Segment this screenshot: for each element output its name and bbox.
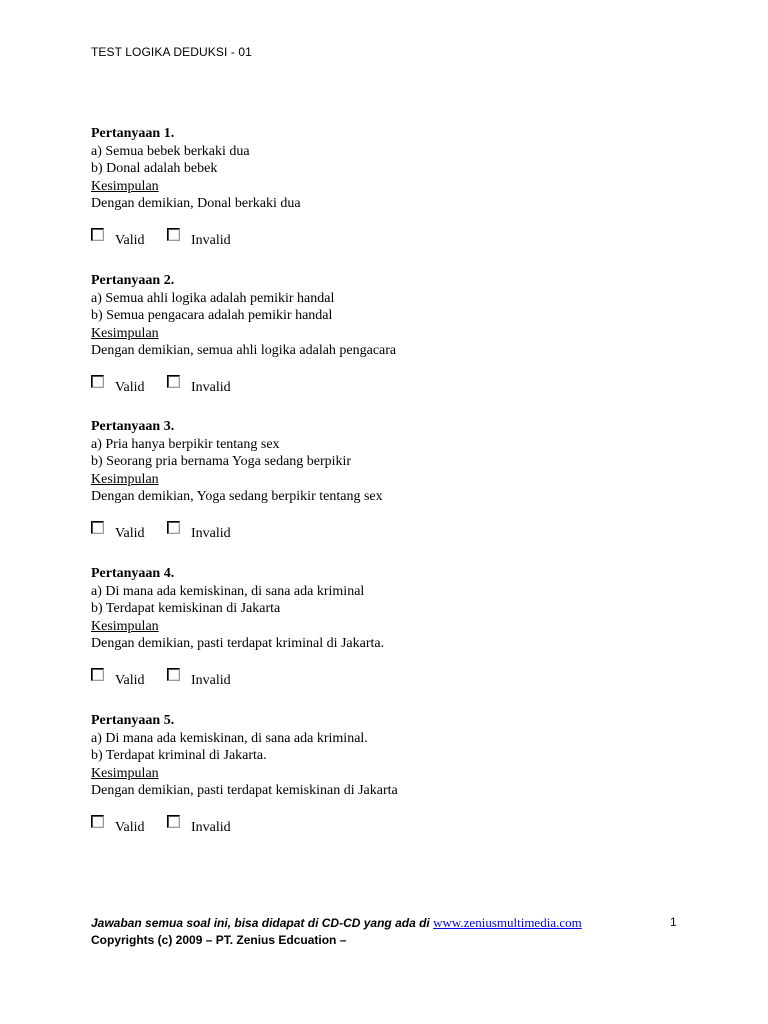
valid-checkbox[interactable] [91, 521, 104, 534]
conclusion-label: Kesimpulan [91, 765, 159, 781]
valid-checkbox[interactable] [91, 668, 104, 681]
website-link[interactable]: www.zeniusmultimedia.com [433, 915, 582, 930]
option-invalid[interactable] [167, 375, 231, 395]
invalid-checkbox[interactable] [167, 668, 180, 681]
option-invalid[interactable] [167, 521, 231, 541]
document-header: TEST LOGIKA DEDUKSI - 01 [91, 45, 252, 59]
conclusion-text: Dengan demikian, pasti terdapat kriminal di Jakarta. [91, 636, 385, 651]
invalid-label: Invalid [191, 526, 231, 541]
premise-b: b) Donal adalah bebek [91, 161, 218, 176]
valid-label: Valid [115, 820, 145, 835]
question-title: Pertanyaan 3. [91, 419, 175, 434]
valid-label: Valid [115, 673, 145, 688]
invalid-label: Invalid [191, 673, 231, 688]
conclusion-label: Kesimpulan [91, 471, 159, 487]
premise-a: a) Semua ahli logika adalah pemikir handal [91, 290, 335, 306]
option-valid[interactable] [91, 815, 145, 835]
valid-checkbox[interactable] [91, 815, 104, 828]
question-1 [91, 125, 691, 248]
page-number: 1 [670, 915, 677, 929]
premise-b: b) Terdapat kemiskinan di Jakarta [91, 601, 281, 616]
conclusion-text: Dengan demikian, Yoga sedang berpikir tentang sex [91, 489, 383, 504]
answer-options [91, 521, 391, 541]
footer-note-text: Jawaban semua soal ini, bisa didapat di CD-CD yang ada di [91, 916, 434, 930]
invalid-checkbox[interactable] [167, 375, 180, 388]
conclusion-text: Dengan demikian, Donal berkaki dua [91, 196, 301, 211]
premise-b: b) Seorang pria bernama Yoga sedang berpikir [91, 454, 352, 469]
option-valid[interactable] [91, 375, 145, 395]
option-invalid[interactable] [167, 815, 231, 835]
valid-label: Valid [115, 380, 145, 395]
invalid-label: Invalid [191, 380, 231, 395]
premise-b: b) Semua pengacara adalah pemikir handal [91, 308, 333, 323]
question-title: Pertanyaan 1. [91, 126, 175, 141]
conclusion-label: Kesimpulan [91, 618, 159, 634]
premise-b: b) Terdapat kriminal di Jakarta. [91, 748, 267, 763]
answer-options [91, 668, 391, 688]
invalid-label: Invalid [191, 820, 231, 835]
invalid-checkbox[interactable] [167, 228, 180, 241]
question-title: Pertanyaan 2. [91, 273, 175, 288]
copyright-text: Copyrights (c) 2009 – PT. Zenius Edcuation – [91, 933, 347, 947]
valid-label: Valid [115, 233, 145, 248]
option-invalid[interactable] [167, 228, 231, 248]
conclusion-label: Kesimpulan [91, 325, 159, 341]
conclusion-label: Kesimpulan [91, 178, 159, 194]
question-2 [91, 272, 691, 395]
document-footer [91, 914, 691, 949]
invalid-checkbox[interactable] [167, 815, 180, 828]
valid-checkbox[interactable] [91, 228, 104, 241]
option-valid[interactable] [91, 228, 145, 248]
question-title: Pertanyaan 5. [91, 713, 175, 728]
question-3 [91, 418, 691, 541]
question-4 [91, 565, 691, 688]
invalid-checkbox[interactable] [167, 521, 180, 534]
answer-options [91, 228, 391, 248]
option-valid[interactable] [91, 521, 145, 541]
premise-a: a) Di mana ada kemiskinan, di sana ada kriminal. [91, 730, 368, 746]
premise-a: a) Pria hanya berpikir tentang sex [91, 436, 280, 452]
invalid-label: Invalid [191, 233, 231, 248]
valid-checkbox[interactable] [91, 375, 104, 388]
premise-a: a) Semua bebek berkaki dua [91, 143, 250, 159]
conclusion-text: Dengan demikian, semua ahli logika adalah pengacara [91, 343, 397, 358]
option-valid[interactable] [91, 668, 145, 688]
question-5 [91, 712, 691, 835]
footer-note [91, 914, 691, 932]
conclusion-text: Dengan demikian, pasti terdapat kemiskinan di Jakarta [91, 783, 398, 798]
answer-options [91, 375, 391, 395]
answer-options [91, 815, 391, 835]
premise-a: a) Di mana ada kemiskinan, di sana ada kriminal [91, 583, 365, 599]
option-invalid[interactable] [167, 668, 231, 688]
question-title: Pertanyaan 4. [91, 566, 175, 581]
valid-label: Valid [115, 526, 145, 541]
